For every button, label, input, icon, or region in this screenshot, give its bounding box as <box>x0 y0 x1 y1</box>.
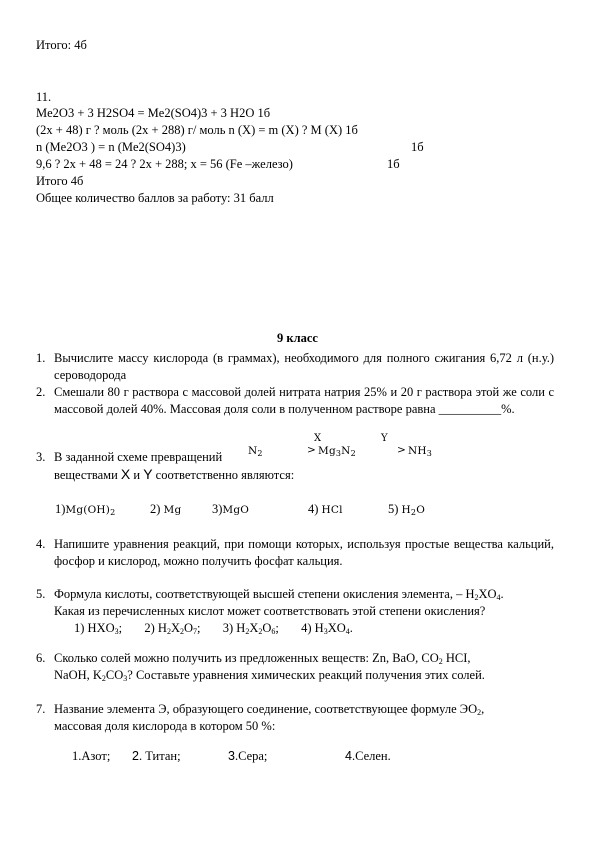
scheme-substance-2: $Mg_3N_2$ <box>318 445 356 458</box>
answer-option-1[interactable]: 1) $HXO_3$; <box>74 621 123 636</box>
answer-option-4[interactable] <box>308 502 343 518</box>
score: 1б <box>411 140 424 154</box>
question-text: Название элемента Э, образующего соединение, соответствующее формуле $ЭО_2$, <box>54 702 485 717</box>
question-text: Напишите уравнения реакций, при помощи которых, используя простые вещества кальций, фосфор и кислород, можно получить фосфат кальция. <box>54 537 554 568</box>
question-number: 7. <box>36 702 46 716</box>
arrow-icon: > <box>307 444 316 456</box>
answer-option-2[interactable]: 2. Титан; <box>132 749 181 763</box>
answer-option-3[interactable]: 3.Сера; <box>228 749 268 763</box>
equation-line: Me2O3 + 3 H2SO4 = Me2(SO4)3 + 3 H2O 1б <box>36 106 271 120</box>
option-number: 5) <box>388 502 399 516</box>
option-formula: HCl <box>321 504 343 516</box>
scheme-substance-3: $NH_3$ <box>408 445 433 458</box>
answer-option-5[interactable] <box>388 502 425 518</box>
answer-options <box>74 621 353 636</box>
answer-option-4[interactable]: 4.Селен. <box>345 749 391 763</box>
question-number: 5. <box>36 587 46 601</box>
question-text: Смешали 80 г раствора с массовой долей нитрата натрия 25% и 20 г раствора этой же соли с массовой долей 40%. Массовая доля соли в полученном растворе равна __________%. <box>54 385 554 416</box>
option-formula: $H_2O$ <box>401 504 426 517</box>
task-number: 11. <box>36 90 52 104</box>
question-number: 4. <box>36 537 46 551</box>
question-number: 1. <box>36 351 46 365</box>
overall-score: Общее количество баллов за работу: 31 балл <box>36 191 274 205</box>
question-text: Какая из перечисленных кислот может соответствовать этой степени окисления? <box>54 604 486 618</box>
question-number: 3. <box>36 450 46 464</box>
variable-x: X <box>120 466 131 482</box>
option-number: 3) <box>212 502 223 516</box>
option-number: 1) <box>55 502 66 516</box>
arrow-label-y: Y <box>381 433 388 444</box>
option-formula: Mg <box>163 504 182 516</box>
variable-y: Y <box>143 466 153 482</box>
option-formula: $Mg(OH)_2$ <box>65 504 116 517</box>
question-text <box>54 467 294 483</box>
answer-option-3[interactable]: 3) $H_2X_2O_6$; <box>222 621 279 636</box>
answer-option-2[interactable] <box>150 502 181 518</box>
question-number: 2. <box>36 385 46 399</box>
grade-heading: 9 класс <box>277 331 318 345</box>
option-number: 2) <box>150 502 161 516</box>
calculation-line: 9,6 ? 2x + 48 = 24 ? 2x + 288; x = 56 (Fe –железо) <box>36 157 293 171</box>
answer-option-4[interactable]: 4) $H_3XO_4$. <box>301 621 353 636</box>
question-text: Формула кислоты, соответствующей высшей степени окисления элемента, – $H_2XO_4$. <box>54 587 504 602</box>
option-formula: MgO <box>222 504 250 516</box>
scheme-substance-1: $N_2$ <box>248 445 263 458</box>
question-text: Сколько солей можно получить из предложенных веществ: Zn, BaO, $CO_2$ HCI, <box>54 651 471 666</box>
question-text: В заданной схеме превращений <box>54 450 223 464</box>
question-text-part: соответственно являются: <box>155 468 295 482</box>
question-number: 6. <box>36 651 46 665</box>
question-text-part: и <box>133 468 141 482</box>
question-text: NaOH, $K_2CO_3$? Составьте уравнения химических реакций получения этих солей. <box>54 668 485 683</box>
section-total: Итого: 4б <box>36 38 87 52</box>
answer-option-3[interactable] <box>212 502 249 518</box>
calculation-line: (2x + 48) г ? моль (2x + 288) г/ моль n (X) = m (X) ? M (X) 1б <box>36 123 358 137</box>
option-number: 4) <box>308 502 319 516</box>
total-line: Итого 4б <box>36 174 84 188</box>
arrow-icon: > <box>397 444 406 456</box>
question-text: Вычислите массу кислорода (в граммах), необходимого для полного сжигания 6,72 л (н.у.) сероводорода <box>54 351 554 382</box>
calculation-line: n (Me2O3 ) = n (Me2(SO4)3) <box>36 140 186 154</box>
score: 1б <box>387 157 400 171</box>
answer-option-1[interactable] <box>55 502 115 518</box>
arrow-label-x: X <box>314 433 322 444</box>
question-text: массовая доля кислорода в котором 50 %: <box>54 719 276 733</box>
answer-option-1[interactable]: 1.Азот; <box>72 749 111 763</box>
answer-option-2[interactable]: 2) $H_2X_2O_7$; <box>144 621 201 636</box>
question-text-part: веществами <box>54 468 118 482</box>
